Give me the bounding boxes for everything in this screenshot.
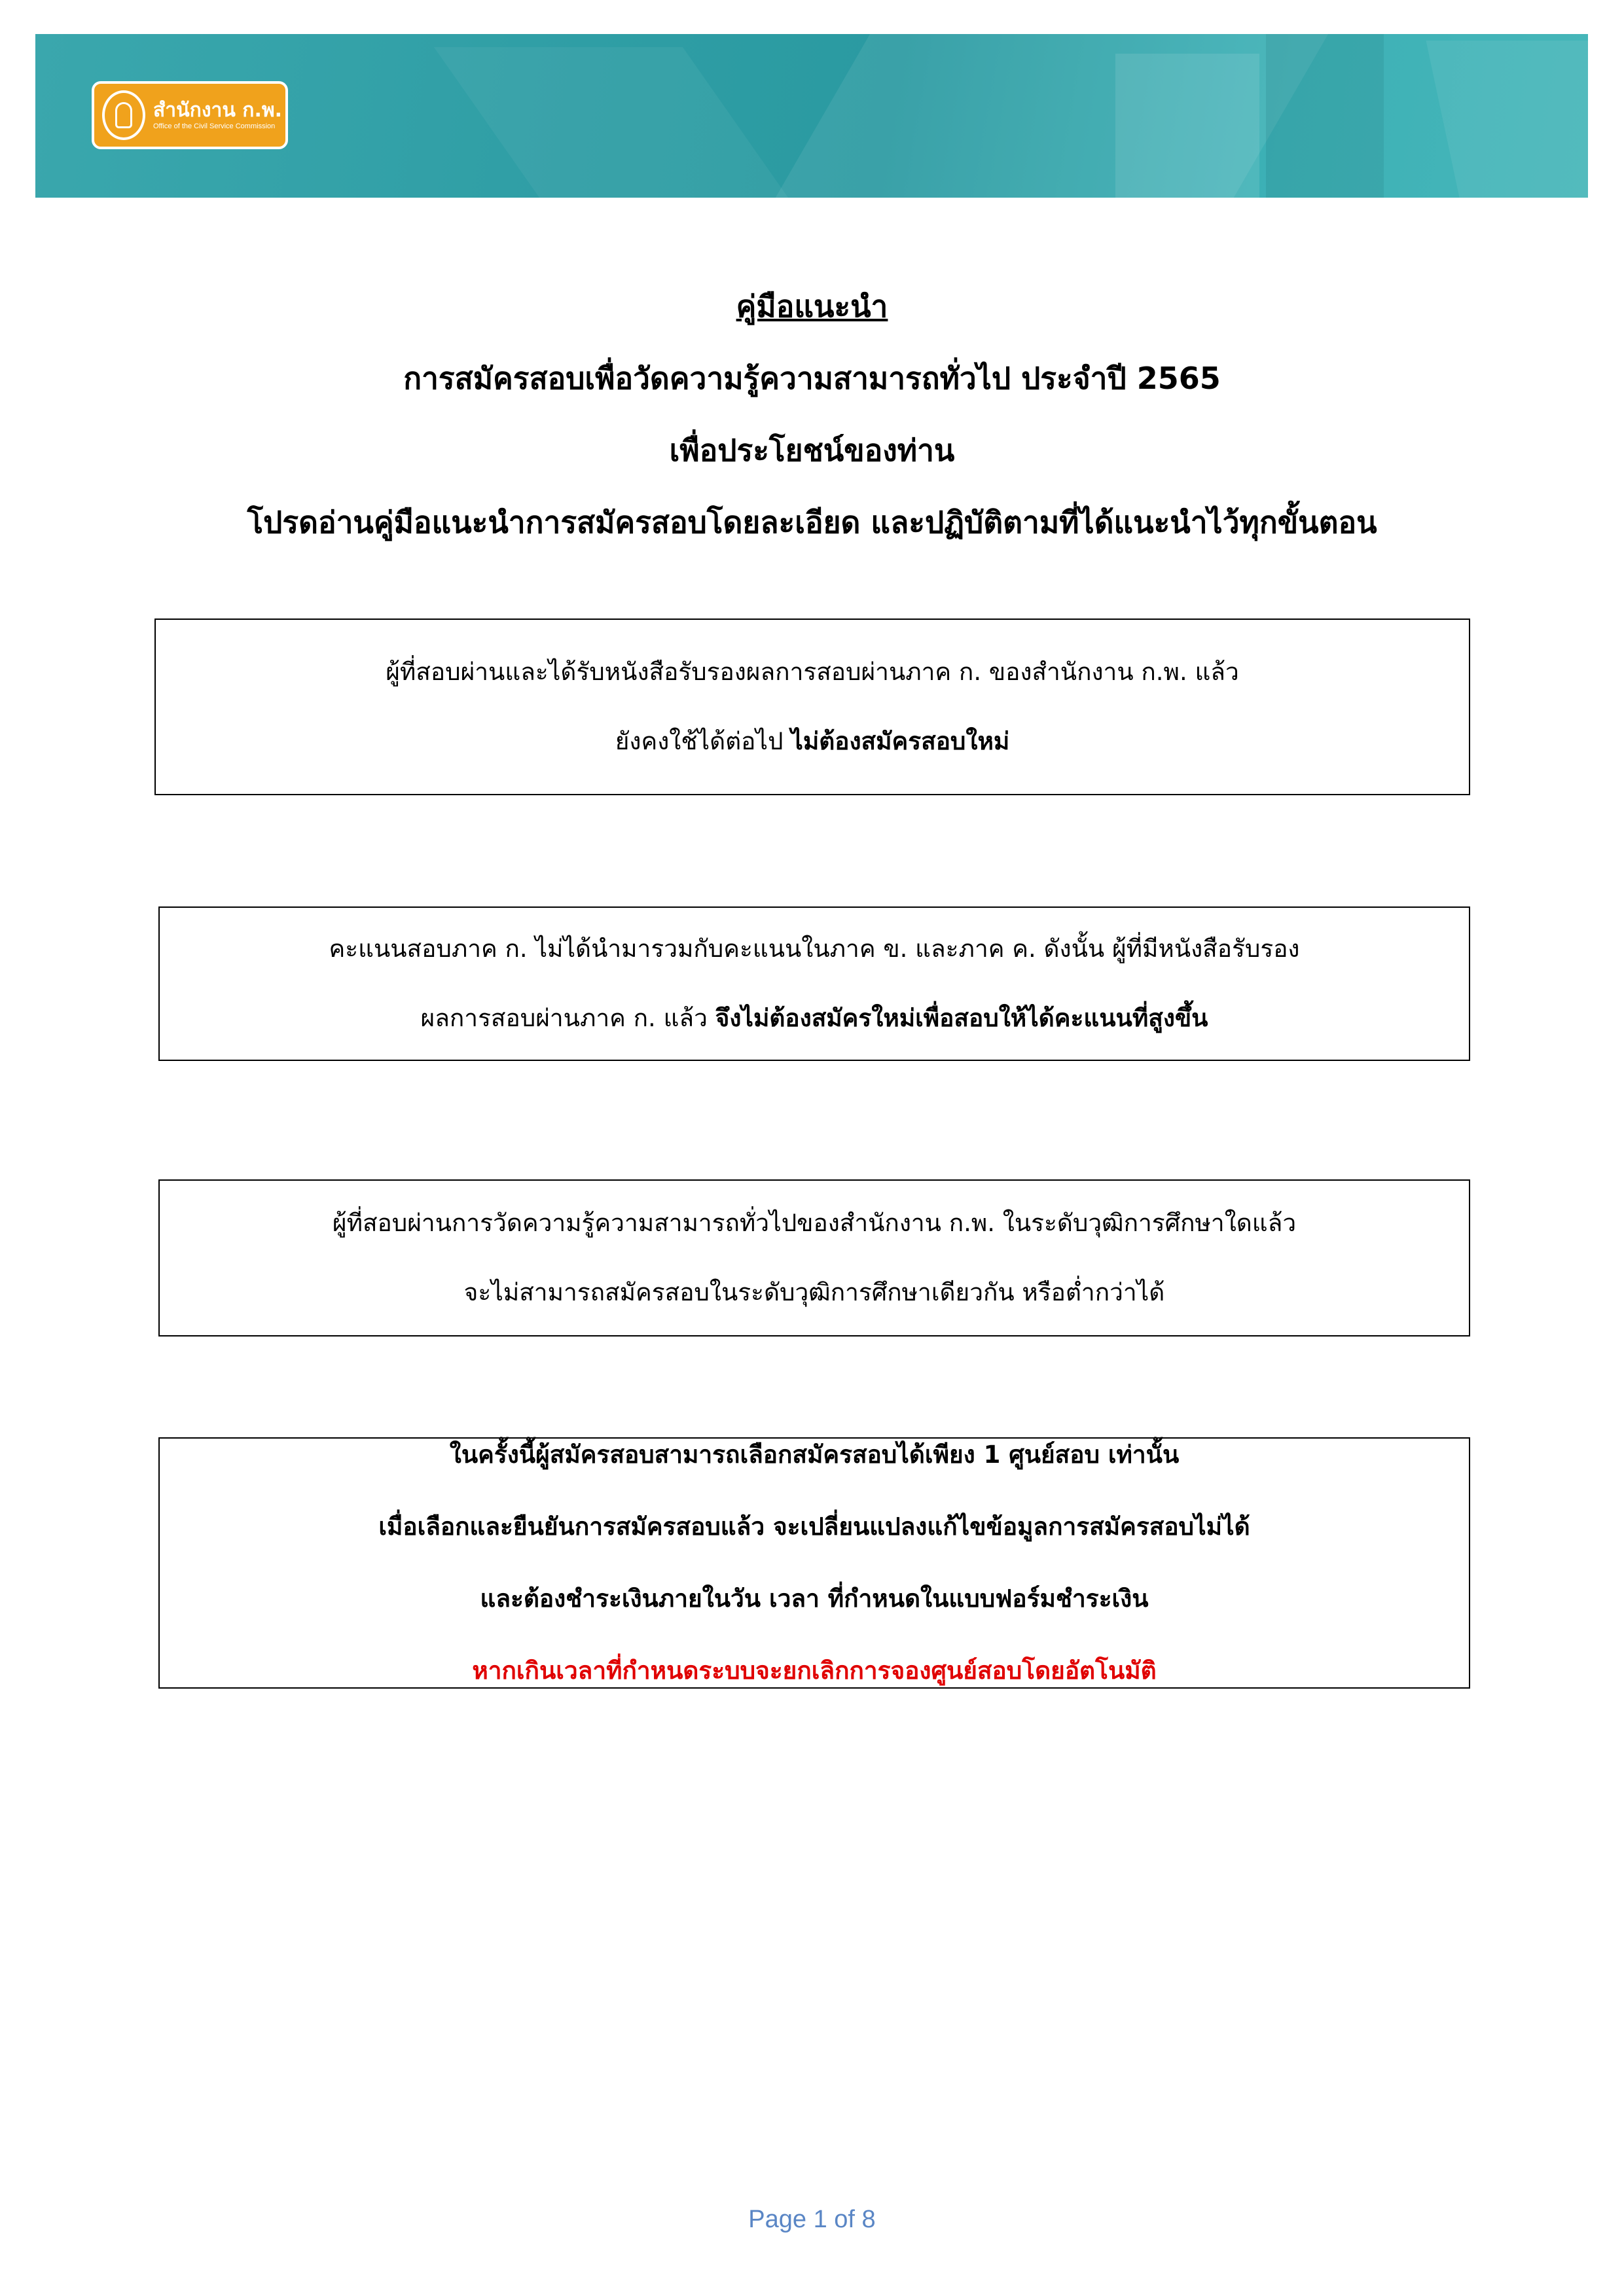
notice-2-line-2 (421, 984, 1208, 1053)
logo-title-english: Office of the Civil Service Commission (153, 122, 276, 130)
page-number: Page 1 of 8 (748, 2206, 876, 2233)
notice-box-1 (154, 619, 1470, 795)
doc-subtitle-benefit: เพื่อประโยชน์ของท่าน (669, 433, 955, 468)
doc-subtitle: การสมัครสอบเพื่อวัดความรู้ความสามารถทั่วไป ประจำปี 2565 (403, 361, 1221, 396)
notice-4-line-2: เมื่อเลือกและยืนยันการสมัครสอบแล้ว จะเปลี่ยนแปลงแก้ไขข้อมูลการสมัครสอบไม่ได้ (378, 1513, 1250, 1541)
seal-icon (102, 90, 145, 140)
header-banner (35, 34, 1588, 198)
notice-3-line-1: ผู้ที่สอบผ่านการวัดความรู้ความสามารถทั่วไปของสำนักงาน ก.พ. ในระดับวุฒิการศึกษาใดแล้ว (332, 1209, 1297, 1237)
notice-2-text: ผลการสอบผ่านภาค ก. แล้ว (420, 1004, 715, 1032)
notice-1-text: ยังคงใช้ได้ต่อไป (615, 727, 791, 755)
doc-title: คู่มือแนะนำ (736, 289, 888, 324)
notice-1-emphasis: ไม่ต้องสมัครสอบใหม่ (791, 727, 1010, 755)
notice-box-4 (158, 1437, 1470, 1689)
banner-decoration (1426, 41, 1588, 198)
notice-1-line-1: ผู้ที่สอบผ่านและได้รับหนังสือรับรองผลการสอบผ่านภาค ก. ของสำนักงาน ก.พ. แล้ว (386, 658, 1239, 686)
notice-box-3 (158, 1179, 1470, 1336)
notice-4-warning: หากเกินเวลาที่กำหนดระบบจะยกเลิกการจองศูนย์สอบโดยอัตโนมัติ (472, 1657, 1157, 1685)
notice-3-line-2: จะไม่สามารถสมัครสอบในระดับวุฒิการศึกษาเดียวกัน หรือต่ำกว่าได้ (463, 1278, 1165, 1306)
notice-2-line-1: คะแนนสอบภาค ก. ไม่ได้นำมารวมกับคะแนนในภาค ข. และภาค ค. ดังนั้น ผู้ที่มีหนังสือรับรอง (329, 935, 1300, 963)
notice-4-line-1: ในครั้งนี้ผู้สมัครสอบสามารถเลือกสมัครสอบได้เพียง 1 ศูนย์สอบ เท่านั้น (449, 1441, 1180, 1469)
notice-2-emphasis: จึงไม่ต้องสมัครใหม่เพื่อสอบให้ได้คะแนนที่สูงขึ้น (715, 1004, 1208, 1032)
banner-decoration (1266, 34, 1384, 198)
ocsc-logo (92, 81, 288, 149)
logo-text (153, 99, 282, 131)
notice-1-line-2 (615, 707, 1010, 776)
notice-4-line-3: และต้องชำระเงินภายในวัน เวลา ที่กำหนดในแบบฟอร์มชำระเงิน (480, 1585, 1149, 1613)
notice-box-2 (158, 906, 1470, 1061)
doc-instruction: โปรดอ่านคู่มือแนะนำการสมัครสอบโดยละเอียด และปฏิบัติตามที่ได้แนะนำไว้ทุกขั้นตอน (247, 505, 1377, 540)
logo-title-thai: สำนักงาน ก.พ. (153, 99, 283, 122)
banner-decoration (1115, 54, 1259, 198)
banner-decoration (434, 47, 802, 198)
